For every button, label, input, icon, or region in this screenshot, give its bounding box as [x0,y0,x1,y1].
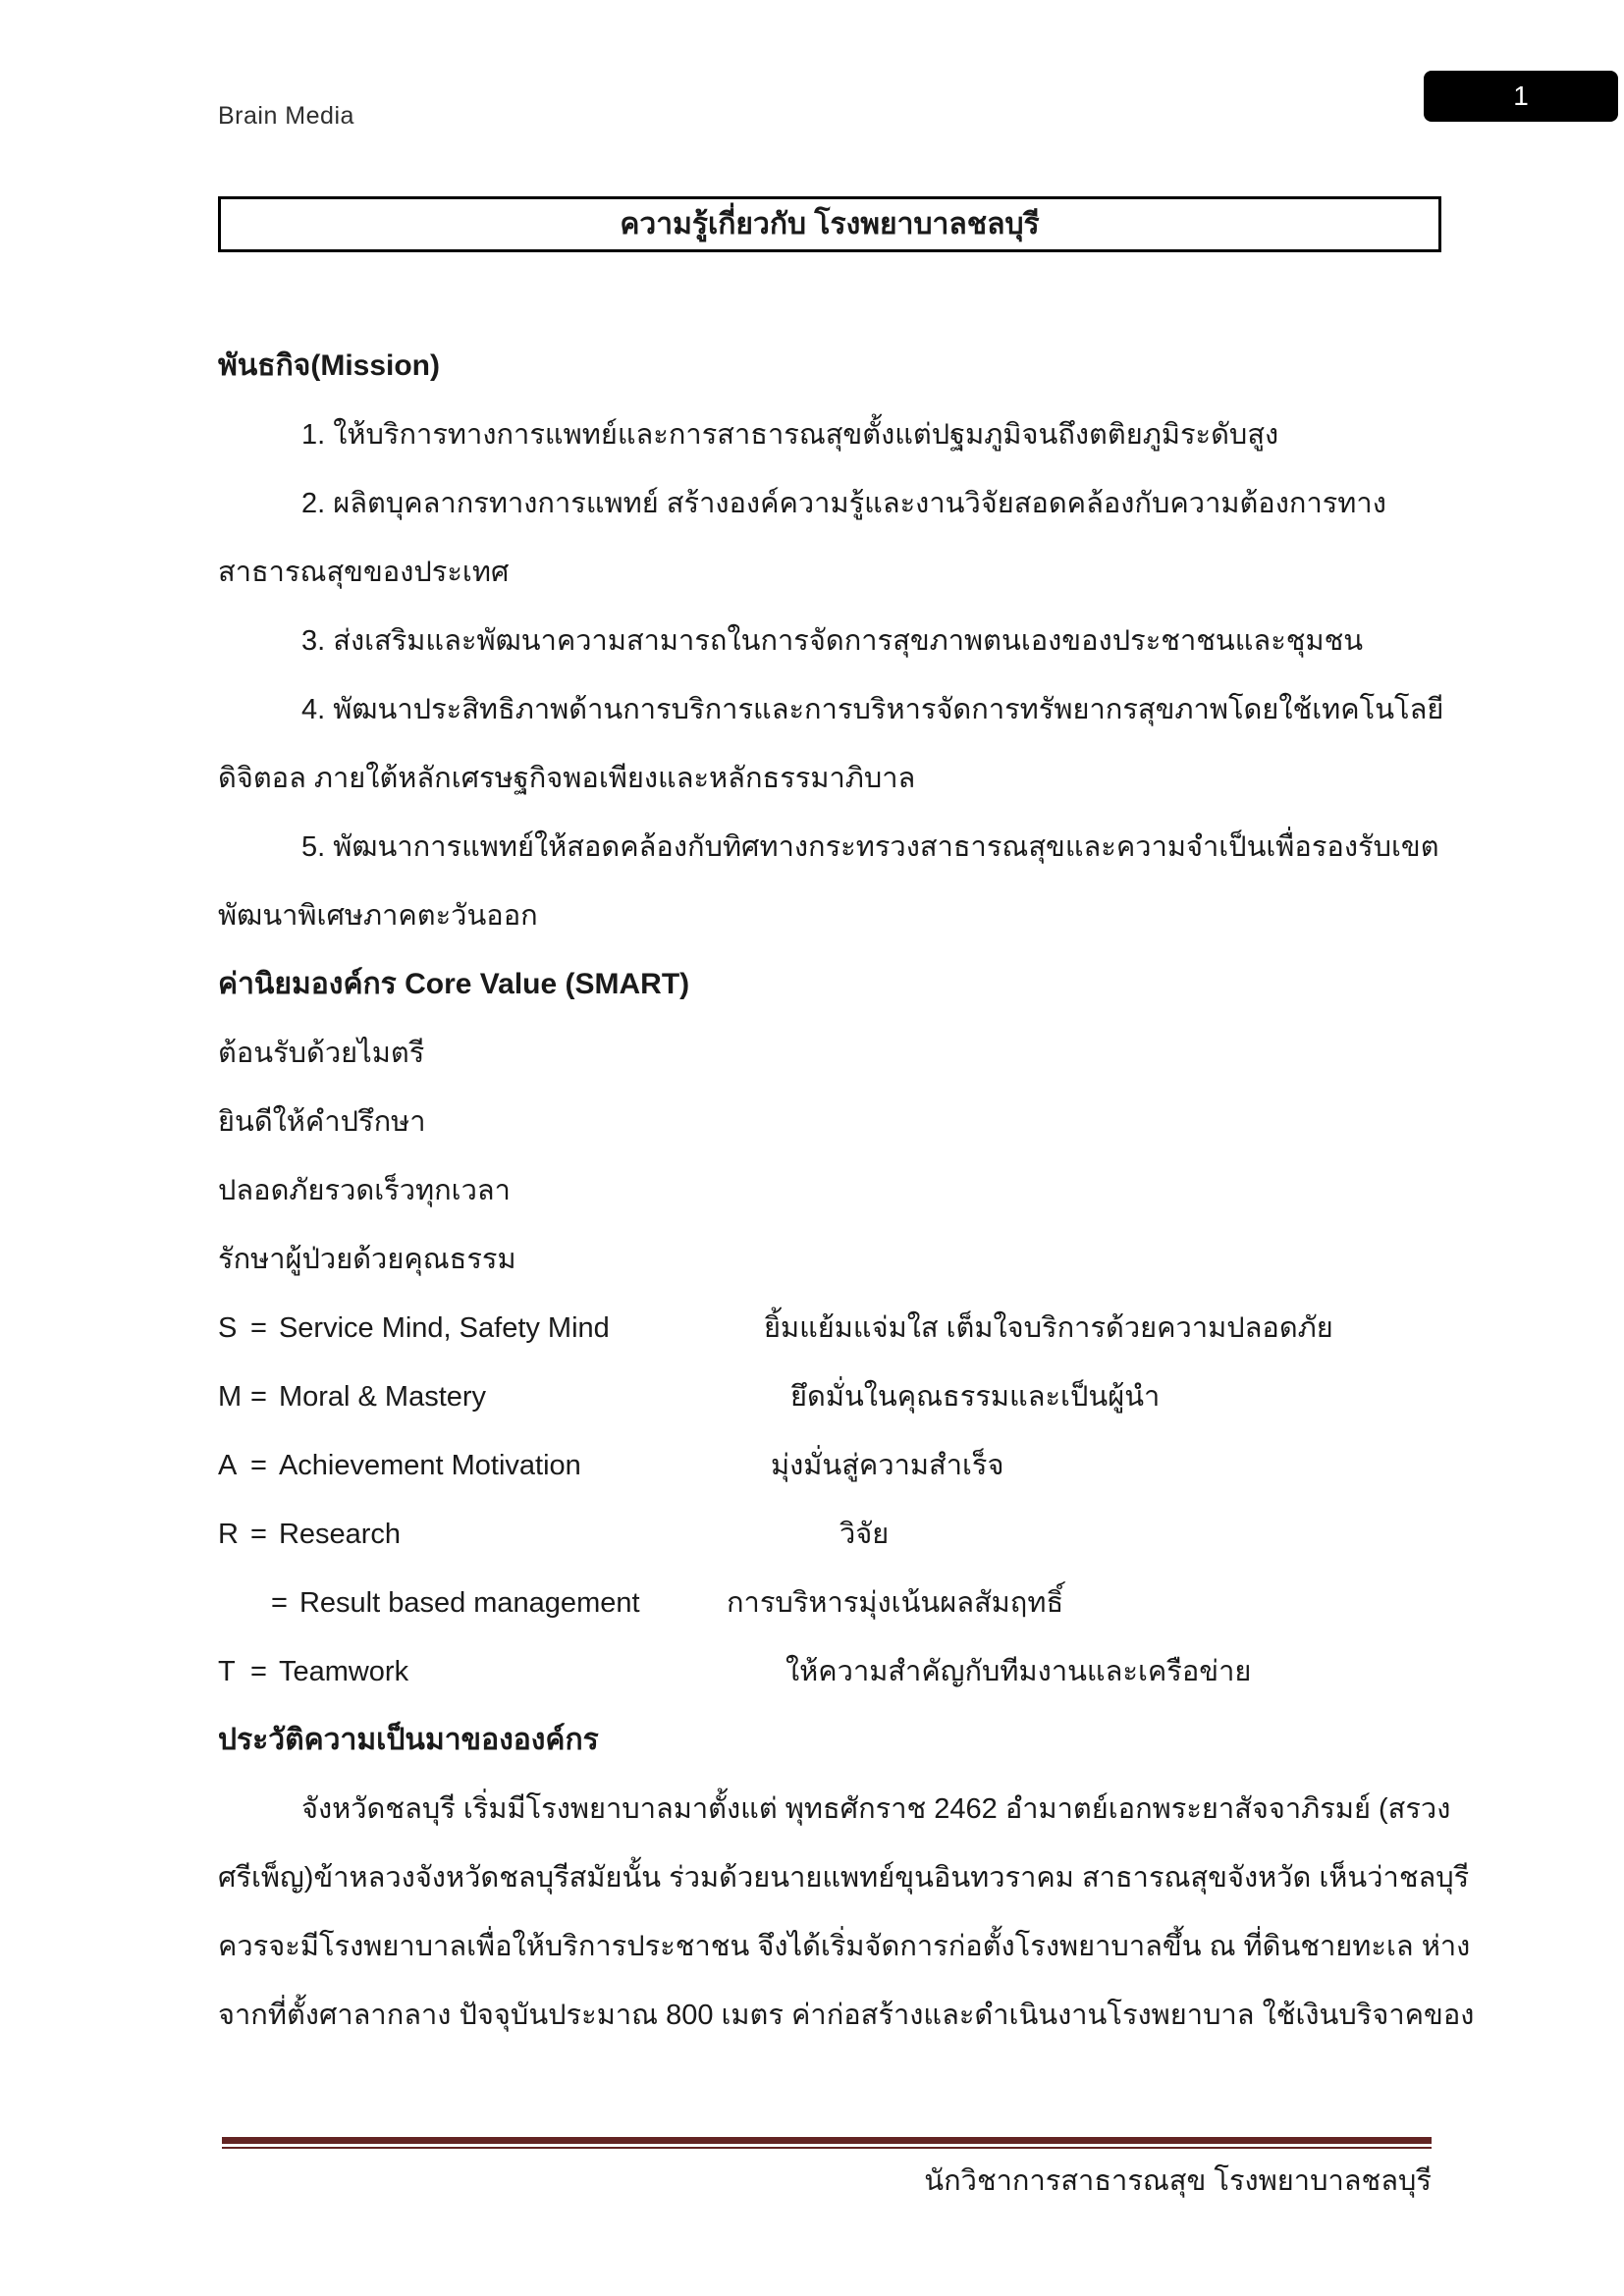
smart-row-m [218,1362,1441,1431]
smart-letter: M [218,1381,243,1413]
mission-item-5-line-1: 5. พัฒนาการแพทย์ให้สอดคล้องกับทิศทางกระทรวงสาธารณสุขและความจำเป็นเพื่อรองรับเขต [301,831,1439,863]
smart-letter: R [218,1519,239,1550]
page-number: 1 [1513,80,1529,111]
smart-letter: A [218,1450,238,1481]
core-value-motto-3: ปลอดภัยรวดเร็วทุกเวลา [218,1175,511,1206]
history-line-1: จังหวัดชลบุรี เริ่มมีโรงพยาบาลมาตั้งแต่ พุทธศักราช 2462 อำมาตย์เอกพระยาสัจจาภิรมย์ (สรวง [301,1793,1451,1825]
page-title: ความรู้เกี่ยวกับ โรงพยาบาลชลบุรี [620,208,1040,240]
history-line-4: จากที่ตั้งศาลากลาง ปัจจุบันประมาณ 800 เมตร ค่าก่อสร้างและดำเนินงานโรงพยาบาล ใช้เงินบริจาคของ [218,2000,1475,2031]
smart-en-label: Moral & Mastery [278,1381,487,1413]
page-number-badge [1424,71,1618,122]
equals-sign: = [250,1381,267,1413]
mission-item-3: 3. ส่งเสริมและพัฒนาความสามารถในการจัดการสุขภาพตนเองของประชาชนและชุมชน [301,625,1364,657]
equals-sign: = [250,1519,267,1550]
smart-th-label: วิจัย [839,1519,890,1550]
smart-row-a [218,1431,1441,1500]
equals-sign: = [250,1450,267,1481]
smart-row-result [218,1569,1441,1637]
smart-th-label: ยิ้มแย้มแจ่มใส เต็มใจบริการด้วยความปลอดภัย [764,1312,1333,1344]
core-value-motto-1: ต้อนรับด้วยไมตรี [218,1038,425,1069]
history-line-3: ควรจะมีโรงพยาบาลเพื่อให้บริการประชาชน จึงได้เริ่มจัดการก่อตั้งโรงพยาบาลขึ้น ณ ที่ดินชายทะเล ห่าง [218,1931,1471,1962]
smart-en-label: Teamwork [278,1656,409,1687]
mission-heading: พันธกิจ(Mission) [218,349,440,382]
history-line-2: ศรีเพ็ญ)ข้าหลวงจังหวัดชลบุรีสมัยนั้น ร่วมด้วยนายแพทย์ขุนอินทวราคม สาธารณสุขจังหวัด เห็นว่าชลบุรี [218,1862,1470,1894]
footer-divider [222,2137,1432,2149]
title-box [218,196,1441,252]
smart-th-label: การบริหารมุ่งเน้นผลสัมฤทธิ์ [727,1587,1064,1619]
mission-item-4-line-2: ดิจิตอล ภายใต้หลักเศรษฐกิจพอเพียงและหลักธรรมาภิบาล [218,763,916,794]
mission-item-4-line-1: 4. พัฒนาประสิทธิภาพด้านการบริการและการบริหารจัดการทรัพยากรสุขภาพโดยใช้เทคโนโลยี [301,694,1444,725]
footer-text: นักวิชาการสาธารณสุข โรงพยาบาลชลบุรี [924,2165,1432,2197]
document-body [218,332,1475,2050]
mission-item-1: 1. ให้บริการทางการแพทย์และการสาธารณสุขตั้งแต่ปฐมภูมิจนถึงตติยภูมิระดับสูง [301,419,1279,451]
core-value-motto-4: รักษาผู้ป่วยด้วยคุณธรรม [218,1244,516,1275]
brand-header: Brain Media [218,102,354,130]
smart-en-label: Research [278,1519,402,1550]
core-values-heading: ค่านิยมองค์กร Core Value (SMART) [218,968,690,1000]
equals-sign: = [271,1587,288,1619]
equals-sign: = [250,1312,267,1344]
mission-item-5-line-2: พัฒนาพิเศษภาคตะวันออก [218,900,538,932]
smart-letter: S [218,1312,238,1344]
mission-item-2-line-1: 2. ผลิตบุคลากรทางการแพทย์ สร้างองค์ความรู้และงานวิจัยสอดคล้องกับความต้องการทาง [301,488,1386,519]
mission-item-2-line-2: สาธารณสุขของประเทศ [218,557,510,588]
smart-en-label: Service Mind, Safety Mind [278,1312,610,1344]
core-value-motto-2: ยินดีให้คำปรึกษา [218,1106,426,1138]
smart-en-label: Result based management [298,1587,640,1619]
smart-row-s [218,1294,1441,1362]
smart-th-label: มุ่งมั่นสู่ความสำเร็จ [771,1450,1004,1481]
history-heading: ประวัติความเป็นมาขององค์กร [218,1724,599,1756]
smart-letter: T [218,1656,236,1687]
equals-sign: = [250,1656,267,1687]
smart-row-r [218,1500,1441,1569]
smart-en-label: Achievement Motivation [278,1450,581,1481]
smart-th-label: ให้ความสำคัญกับทีมงานและเครือข่าย [785,1656,1252,1687]
smart-row-t [218,1637,1441,1706]
smart-th-label: ยึดมั่นในคุณธรรมและเป็นผู้นำ [790,1381,1161,1413]
